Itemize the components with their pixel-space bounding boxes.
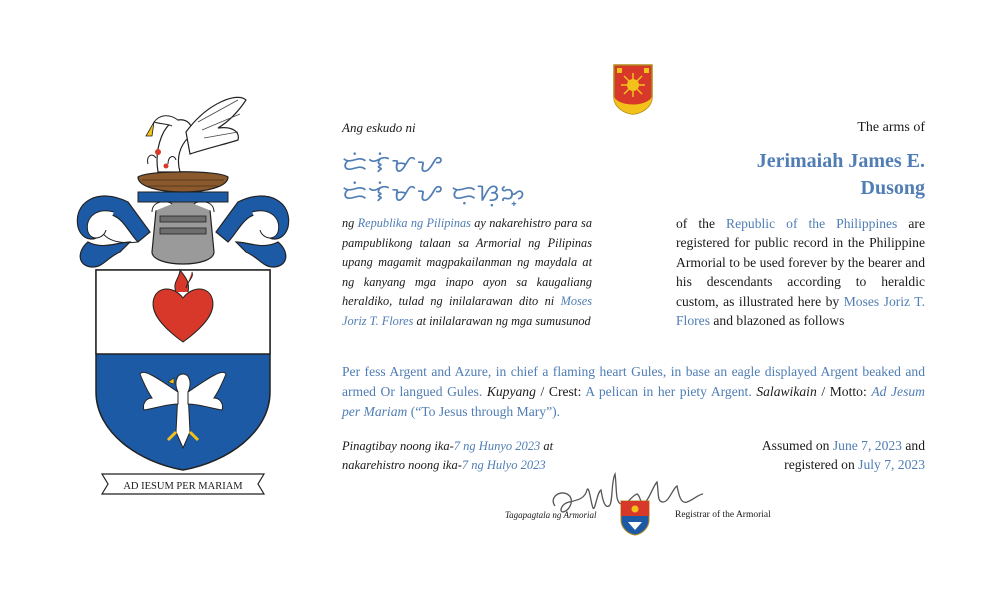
registered-date-tl: 7 ng Hulyo 2023 bbox=[461, 458, 546, 472]
right-body bbox=[676, 214, 925, 330]
left-body-text: ay nakarehistro para sa pampublikong talaan sa Armorial ng Pilipinas upang magamit magpakailanman ng maydala at ng kanyang mga inapo ayon sa kaugaliang heraldiko, tulad ng inilalarawan dito ni bbox=[342, 216, 592, 309]
right-body-text: are registered for public record in the Philippine Armorial to be used forever by the bearer and his descendants according to heraldic custom, as illustrated here by bbox=[676, 216, 925, 309]
nest bbox=[138, 172, 228, 192]
blazon-arms: Per fess Argent and Azure, in chief a flaming heart Gules, in base an eagle displayed Argent beaked and armed Or langued Gules. bbox=[342, 364, 925, 399]
pelican-icon bbox=[146, 97, 246, 172]
left-body-text: at inilalarawan ng mga sumusunod bbox=[413, 313, 591, 328]
motto-label-en: Motto: bbox=[829, 384, 867, 399]
right-dates bbox=[676, 436, 925, 474]
blazon bbox=[342, 362, 925, 422]
republic-link-en: Republic of the Philippines bbox=[726, 216, 898, 231]
crest-label-en: Crest: bbox=[548, 384, 582, 399]
artist-name-en: Moses Joriz T. Flores bbox=[676, 293, 925, 329]
bearer-name-line: Dusong bbox=[860, 177, 925, 199]
coat-of-arms bbox=[68, 92, 298, 502]
artist-name-tl: Moses Joriz T. Flores bbox=[342, 294, 592, 328]
date-label: registered on bbox=[784, 457, 859, 472]
date-label: Pinagtibay noong ika- bbox=[342, 439, 454, 453]
crest-label-tl: Kupyang bbox=[486, 384, 536, 399]
left-body bbox=[342, 214, 592, 332]
left-dates bbox=[342, 437, 553, 475]
left-intro: Ang eskudo ni bbox=[342, 120, 416, 135]
blazon-crest: A pelican in her piety Argent. bbox=[585, 384, 752, 399]
registrar-shield bbox=[620, 500, 650, 536]
right-body-text: and blazoned as follows bbox=[709, 313, 845, 329]
motto-label-tl: Salawikain bbox=[756, 384, 817, 399]
date-label: nakarehistro noong ika- bbox=[342, 458, 462, 472]
motto-text: AD IESUM PER MARIAM bbox=[123, 481, 243, 492]
armorial-seal bbox=[612, 63, 654, 115]
blazon-motto: Ad Jesum per Mariam bbox=[342, 384, 925, 419]
helmet bbox=[152, 197, 214, 265]
registered-date: July 7, 2023 bbox=[858, 457, 925, 472]
date-label: at bbox=[540, 439, 554, 453]
name-baybayin: ᜇᜒᜎᜒᜋᜌ ᜇᜒᜎᜒᜋᜌ ᜇᜓᜐᜓᜅ᜔ bbox=[342, 150, 526, 207]
date-label: Assumed on bbox=[761, 438, 833, 453]
republic-link-tl: Republika ng Pilipinas bbox=[357, 216, 471, 230]
bearer-name bbox=[676, 148, 925, 202]
motto-translation: (“To Jesus through Mary”). bbox=[410, 404, 561, 419]
label-separator: / bbox=[816, 384, 830, 399]
torse bbox=[138, 192, 228, 202]
registrar-label-en: Registrar of the Armorial bbox=[675, 510, 771, 520]
registrar-label-tl: Tagapagtala ng Armorial bbox=[505, 510, 597, 520]
right-intro: The arms of bbox=[857, 120, 925, 135]
assumed-date: June 7, 2023 bbox=[832, 438, 902, 453]
label-separator: / bbox=[535, 384, 549, 399]
adopted-date-tl: 7 ng Hunyo 2023 bbox=[453, 439, 541, 453]
shield bbox=[96, 270, 270, 470]
bearer-name-line: Jerimaiah James E. bbox=[756, 150, 925, 172]
left-body-text: ng bbox=[342, 216, 358, 230]
right-body-text: of the bbox=[676, 216, 727, 231]
date-label: and bbox=[901, 438, 925, 453]
